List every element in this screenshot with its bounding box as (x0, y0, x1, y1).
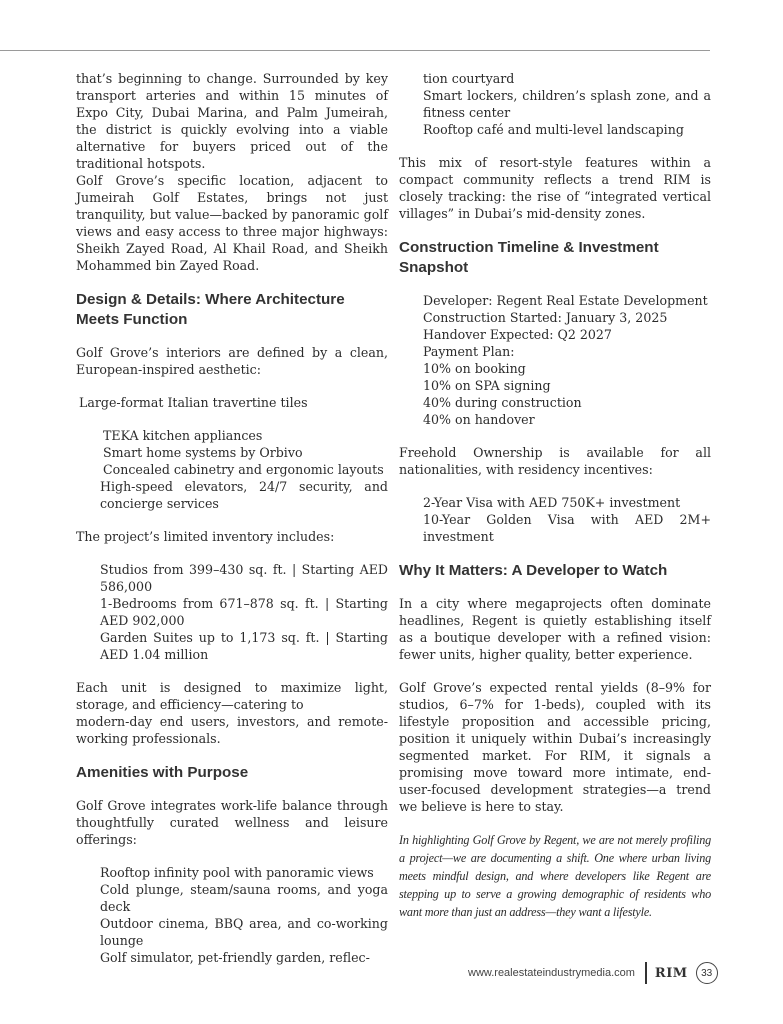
inventory-item: Studios from 399–430 sq. ft. | Starting AED 586,000 (100, 562, 388, 594)
amenity-item: Rooftop infinity pool with panoramic views (100, 865, 374, 880)
why-paragraph-2: Golf Grove’s expected rental yields (8–9% for studios, 6–7% for 1-beds), coupled with its lifestyle proposition and accessible pricing, position it uniquely within Dubai’s increasingly segmented market. For RIM, it signals a promising move toward more intimate, end-user-focused development strategies—a trend we believe is here to stay. (399, 680, 711, 814)
inventory-item: 1-Bedrooms from 671–878 sq. ft. | Starting AED 902,000 (100, 596, 388, 628)
inventory-paragraph: The project’s limited inventory includes: (76, 529, 335, 544)
unit-paragraph-1: Each unit is designed to maximize light, storage, and efficiency—catering to (76, 680, 388, 712)
unit-paragraph-2: modern-day end users, investors, and remote-working professionals. (76, 714, 388, 746)
timeline-item: 40% during construction (423, 395, 582, 410)
why-heading: Why It Matters: A Developer to Watch (399, 562, 668, 579)
visa-item: 2-Year Visa with AED 750K+ investment (423, 495, 681, 510)
amenities-heading: Amenities with Purpose (76, 764, 249, 781)
timeline-item: 10% on SPA signing (423, 378, 551, 393)
amenity-item: Smart lockers, children’s splash zone, and a fitness center (423, 88, 711, 120)
timeline-item: 10% on booking (423, 361, 526, 376)
website-link[interactable]: www.realestateindustrymedia.com (468, 967, 635, 979)
design-item: High-speed elevators, 24/7 security, and concierge services (100, 479, 388, 511)
inventory-item: Garden Suites up to 1,173 sq. ft. | Starting AED 1.04 million (100, 630, 388, 662)
visa-list (399, 494, 711, 545)
design-item: TEKA kitchen appliances (103, 428, 263, 443)
amenity-item: tion courtyard (423, 71, 515, 86)
timeline-item: Construction Started: January 3, 2025 (423, 310, 668, 325)
why-paragraph-1: In a city where megaprojects often dominate headlines, Regent is quietly establishing itself as a boutique developer with a refined vision: fewer units, higher quality, better experience. (399, 596, 711, 662)
design-list (76, 427, 388, 512)
amenities-list-continued (399, 70, 711, 138)
intro-paragraph-1: that’s beginning to change. Surrounded by key transport arteries and within 15 minutes of Expo City, Dubai Marina, and Palm Jumeirah, the district is quickly evolving into a viable alternative for buyers priced out of the traditional hotspots. (76, 71, 388, 171)
page-number: 33 (696, 962, 718, 984)
design-paragraph: Golf Grove’s interiors are defined by a clean, European-inspired aesthetic: (76, 345, 388, 377)
design-list-first (76, 394, 388, 411)
amenity-item: Outdoor cinema, BBQ area, and co-working lounge (100, 916, 388, 948)
timeline-heading: Construction Timeline & Investment Snapshot (399, 239, 659, 276)
amenity-item: Golf simulator, pet-friendly garden, reflec- (100, 950, 370, 965)
inventory-list (76, 561, 388, 663)
freehold-paragraph: Freehold Ownership is available for all nationalities, with residency incentives: (399, 445, 711, 477)
amenities-paragraph: Golf Grove integrates work-life balance through thoughtfully curated wellness and leisure offerings: (76, 798, 388, 847)
timeline-item: 40% on handover (423, 412, 535, 427)
page-footer (468, 962, 718, 984)
mix-paragraph: This mix of resort-style features within a compact community reflects a trend RIM is closely tracking: the rise of “integrated vertical villages” in Dubai’s mid-density zones. (399, 155, 711, 221)
closing-italic-paragraph: In highlighting Golf Grove by Regent, we are not merely profiling a project—we are documenting a shift. One where urban living meets mindful design, and where developers like Regent are stepping up to serve a growing demographic of residents who want more than just an address—they want a lifestyle. (399, 833, 711, 919)
amenities-list (76, 864, 388, 966)
design-heading: Design & Details: Where Architecture Meets Function (76, 291, 345, 328)
timeline-item: Developer: Regent Real Estate Development (423, 293, 708, 308)
design-item: Smart home systems by Orbivo (103, 445, 303, 460)
left-column (76, 70, 388, 982)
timeline-list (399, 292, 711, 428)
amenity-item: Cold plunge, steam/sauna rooms, and yoga deck (100, 882, 388, 914)
amenity-item: Rooftop café and multi-level landscaping (423, 122, 684, 137)
right-column (399, 70, 711, 921)
timeline-item: Payment Plan: (423, 344, 515, 359)
intro-paragraph-2: Golf Grove’s specific location, adjacent to Jumeirah Golf Estates, brings not just tranquility, but value—backed by panoramic golf views and easy access to three major highways: Sheikh Zayed Road, Al Khail Road, and Sheikh Mohammed bin Zayed Road. (76, 173, 388, 273)
design-item: Concealed cabinetry and ergonomic layouts (103, 462, 384, 477)
header-rule (0, 50, 710, 51)
footer-divider (645, 962, 647, 984)
timeline-item: Handover Expected: Q2 2027 (423, 327, 612, 342)
visa-item: 10-Year Golden Visa with AED 2M+ investment (423, 512, 711, 544)
design-item: Large-format Italian travertine tiles (79, 395, 308, 410)
rim-logo: RIM (654, 965, 688, 981)
